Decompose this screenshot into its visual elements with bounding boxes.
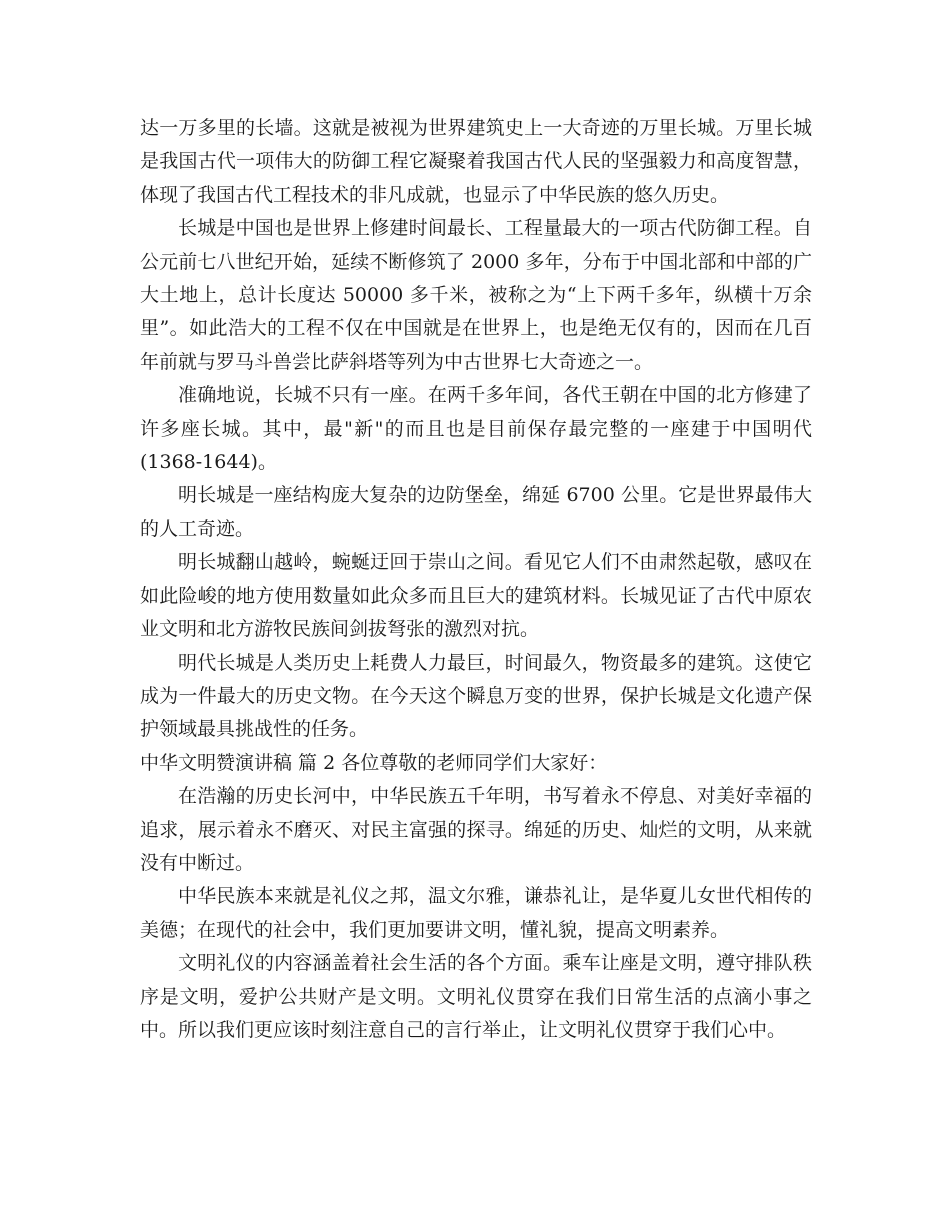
- speech-heading: 中华文明赞演讲稿 篇 2 各位尊敬的老师同学们大家好：: [140, 751, 608, 774]
- paragraph-history-river: 在浩瀚的历史长河中，中华民族五千年明，书写着永不停息、对美好幸福的追求，展示着永不磨灭、对民主富强的探寻。绵延的历史、灿烂的文明，从来就没有中断过。: [140, 785, 812, 874]
- paragraph-ming-wall: 明长城是一座结构庞大复杂的边防堡垒，绵延 6700 公里。它是世界最伟大的人工奇迹。: [140, 484, 812, 540]
- paragraph-great-wall-history: 长城是中国也是世界上修建时间最长、工程量最大的一项古代防御工程。自公元前七八世纪开始，延续不断修筑了 2000 多年，分布于中国北部和中部的广大土地上，总计长度达 50000 多千米，被称之为“上下两千多年，纵横十万余里”。如此浩大的工程不仅在中国就是在世界上，也是绝无仅有的，因而在几百年前就与罗马斗兽尝比萨斜塔等列为中古世界七大奇迹之一。: [140, 217, 812, 373]
- paragraph-ming-wall-mountains: 明长城翻山越岭，蜿蜒迂回于崇山之间。看见它人们不由肃然起敬，感叹在如此险峻的地方使用数量如此众多而且巨大的建筑材料。长城见证了古代中原农业文明和北方游牧民族间剑拔弩张的激烈对抗。: [140, 551, 812, 641]
- paragraph-many-walls: 准确地说，长城不只有一座。在两千多年间，各代王朝在中国的北方修建了许多座长城。其中，最"新"的而且也是目前保存最完整的一座建于中国明代(1368-1644)。: [140, 384, 812, 474]
- paragraph-etiquette: 中华民族本来就是礼仪之邦，温文尔雅，谦恭礼让，是华夏儿女世代相传的美德；在现代的社会中，我们更加要讲文明，懂礼貌，提高文明素养。: [140, 885, 812, 941]
- document-page: [140, 112, 812, 1047]
- paragraph-ming-wall-relic: 明代长城是人类历史上耗费人力最巨，时间最久，物资最多的建筑。这使它成为一件最大的历史文物。在今天这个瞬息万变的世界，保护长城是文化遗产保护领域最具挑战性的任务。: [140, 651, 812, 741]
- paragraph-great-wall-intro: 达一万多里的长墙。这就是被视为世界建筑史上一大奇迹的万里长城。万里长城是我国古代一项伟大的防御工程它凝聚着我国古代人民的坚强毅力和高度智慧，体现了我国古代工程技术的非凡成就，也显示了中华民族的悠久历史。: [140, 117, 812, 206]
- paragraph-civility: 文明礼仪的内容涵盖着社会生活的各个方面。乘车让座是文明，遵守排队秩序是文明，爱护公共财产是文明。文明礼仪贯穿在我们日常生活的点滴小事之中。所以我们更应该时刻注意自己的言行举止，让文明礼仪贯穿于我们心中。: [140, 952, 812, 1041]
